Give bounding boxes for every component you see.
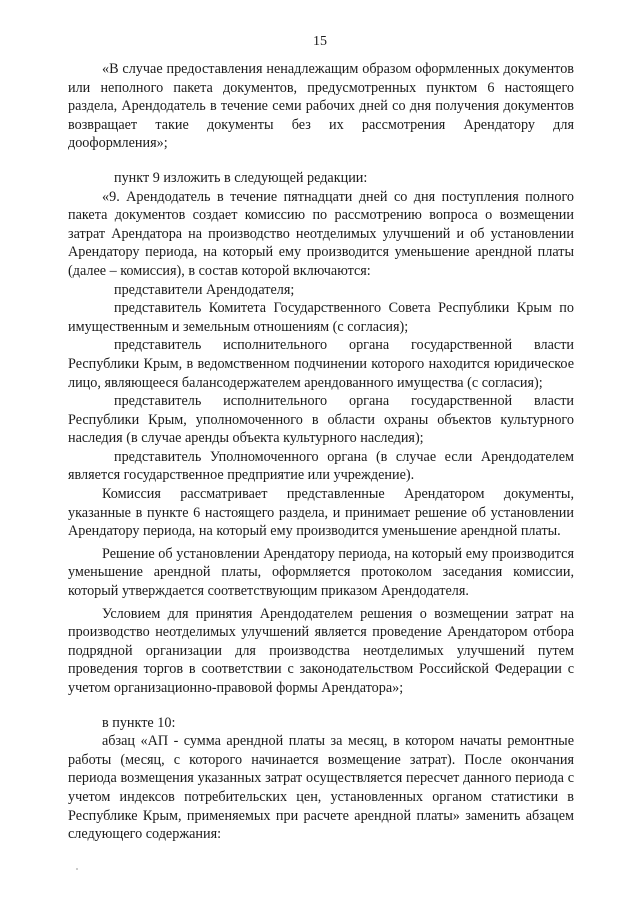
paragraph-decision-protocol: Решение об установлении Арендатору периода, на который ему производится уменьшение арендной платы, оформляется протоколом заседания комиссии, который утверждается соответствующим приказом Арендодателя. — [68, 545, 574, 600]
document-body — [68, 60, 574, 844]
paragraph-clause-9-intro: пункт 9 изложить в следующей редакции: — [114, 169, 368, 186]
paragraph-commission-member-committee: представитель Комитета Государственного Совета Республики Крым по имущественным и земельным отношениям (с согласия); — [68, 300, 574, 335]
paragraph-documents-return: «В случае предоставления ненадлежащим образом оформленных документов или неполного пакета документов, предусмотренных пунктом 6 настоящего раздела, Арендодатель в течение семи рабочих дней со дня получения документов возвращает такие документы без их рассмотрения Арендатору для дооформления»; — [68, 61, 574, 152]
paragraph-commission-member-lessor: представители Арендодателя; — [114, 281, 295, 298]
paragraph-commission-member-heritage: представитель исполнительного органа государственной власти Республики Крым, уполномоченного в области охраны объектов культурного наследия (в случае аренды объекта культурного наследия); — [68, 393, 574, 447]
scan-speck — [76, 868, 78, 870]
paragraph-commission-review: Комиссия рассматривает представленные Арендатором документы, указанные в пункте 6 настоящего раздела, и принимает решение об установлении Арендатору периода, на который ему производится уменьшение арендной платы. — [68, 486, 574, 540]
paragraph-commission-member-executive: представитель исполнительного органа государственной власти Республики Крым, в ведомственном подчинении которого находится юридическое лицо, являющееся балансодержателем арендованного имущества (с согласия); — [68, 337, 574, 391]
paragraph-condition-tender: Условием для принятия Арендодателем решения о возмещении затрат на производство неотделимых улучшений является проведение Арендатором отбора подрядной организации для производства неотделимых улучшений путем проведения торгов в соответствии с законодательством Российской Федерации с учетом организационно-правовой формы Арендатора»; — [68, 605, 574, 696]
paragraph-clause-9-text: «9. Арендодатель в течение пятнадцати дней со дня поступления полного пакета документов создает комиссию по рассмотрению вопроса о возмещении затрат Арендатора на производство неотделимых улучшений и об установлении Арендатору периода, на который ему производится уменьшение арендной платы (далее – комиссия), в состав которой включаются: — [68, 188, 574, 279]
paragraph-commission-member-authorized: представитель Уполномоченного органа (в случае если Арендодателем является государственное предприятие или учреждение). — [68, 448, 574, 484]
paragraph-clause-10-intro: в пункте 10: — [102, 714, 176, 731]
page-number: 15 — [313, 34, 327, 49]
paragraph-clause-10-replace: абзац «АП - сумма арендной платы за месяц, в котором начаты ремонтные работы (месяц, с которого начинается возмещение затрат). После окончания периода возмещения указанных затрат осуществляется пересчет данного периода с учетом индексов потребительских цен, установленных органом статистики в Республике Крым, применяемых при расчете арендной платы» заменить абзацем следующего содержания: — [68, 733, 574, 843]
